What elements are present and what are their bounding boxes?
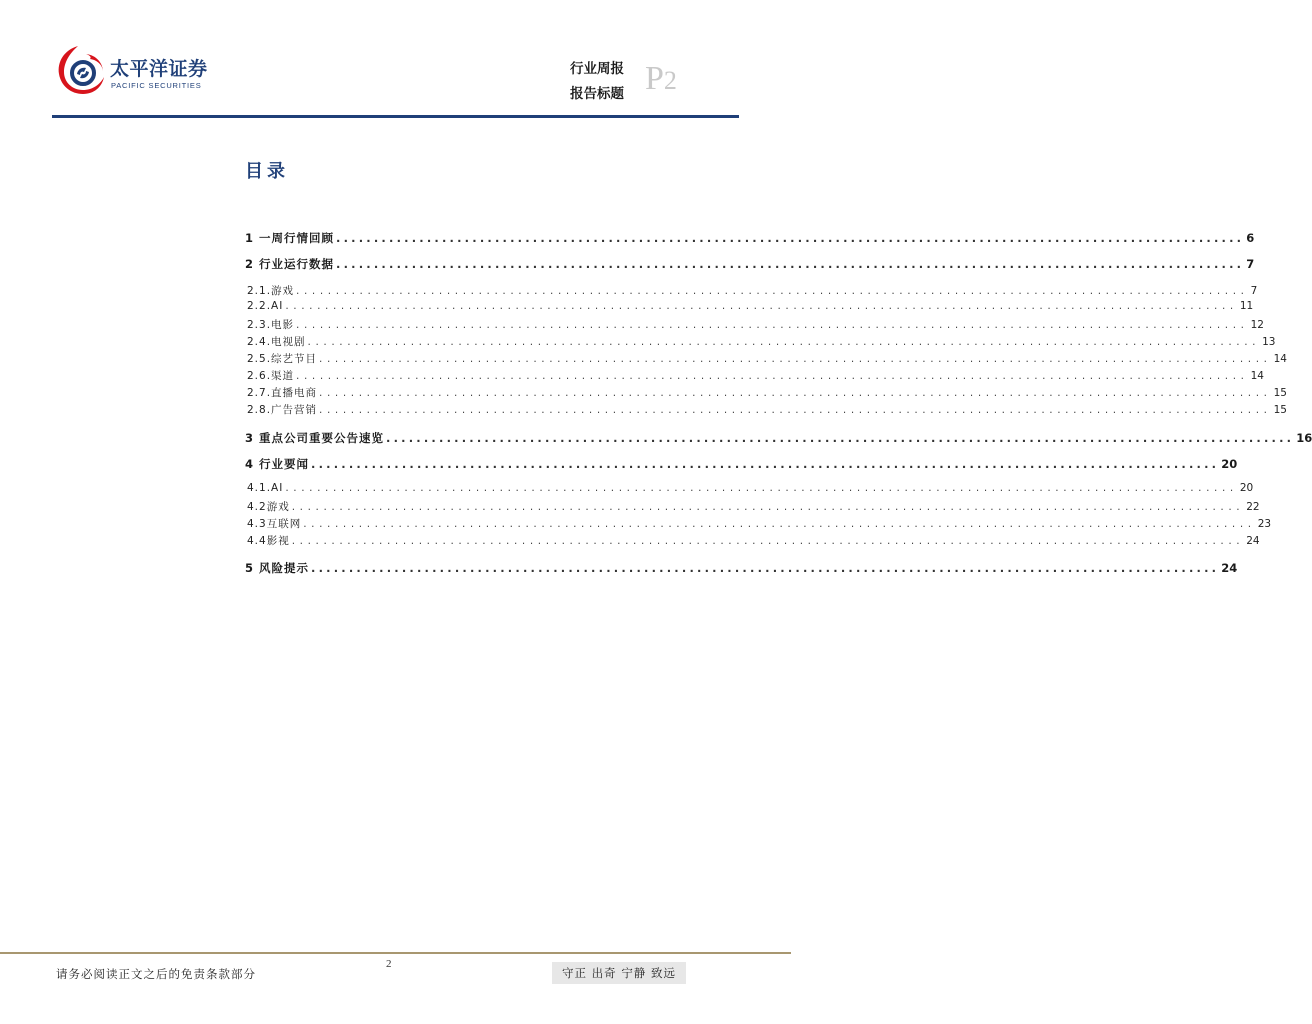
logo-english-name: PACIFIC SECURITIES bbox=[111, 81, 202, 90]
report-type: 行业周报 bbox=[570, 61, 624, 77]
toc-entry[interactable] bbox=[245, 482, 1254, 498]
toc-entry[interactable] bbox=[245, 230, 1255, 246]
toc-leader-dots: ........................................................................................................................ bbox=[296, 370, 1249, 382]
toc-entry-page: 20 bbox=[1221, 457, 1238, 471]
toc-entry-label: 4.4影视 bbox=[247, 535, 290, 547]
toc-entry[interactable] bbox=[245, 351, 1287, 367]
toc-leader-dots: ........................................................................................................................ bbox=[319, 387, 1272, 399]
toc-entry[interactable] bbox=[245, 430, 1312, 446]
toc-leader-dots: ........................................................................................................................ bbox=[285, 482, 1238, 494]
toc-entry[interactable] bbox=[245, 456, 1238, 472]
pacific-securities-logo-icon bbox=[56, 44, 106, 96]
toc-entry-label: 2.1.游戏 bbox=[247, 285, 295, 297]
toc-entry[interactable] bbox=[245, 300, 1254, 316]
page-number: 2 bbox=[386, 958, 392, 970]
toc-entry-label: 4.1.AI bbox=[247, 482, 284, 494]
toc-leader-dots: ........................................................................................................................ bbox=[285, 300, 1238, 312]
header-divider bbox=[52, 115, 739, 118]
toc-entry-page: 7 bbox=[1250, 285, 1258, 297]
toc-entry[interactable] bbox=[245, 256, 1255, 272]
disclaimer-text: 请务必阅读正文之后的免责条款部分 bbox=[56, 967, 256, 981]
toc-entry-page: 6 bbox=[1246, 231, 1255, 245]
toc-leader-dots: ........................................................................................................................ bbox=[386, 431, 1295, 445]
toc-entry-label: 2.2.AI bbox=[247, 300, 284, 312]
toc-entry-label: 2.8.广告营销 bbox=[247, 404, 318, 416]
toc-entry[interactable] bbox=[245, 283, 1258, 299]
toc-entry-label: 4 行业要闻 bbox=[245, 457, 310, 471]
toc-entry[interactable] bbox=[245, 334, 1276, 350]
toc-leader-dots: ........................................................................................................................ bbox=[296, 319, 1249, 331]
toc-leader-dots: ........................................................................................................................ bbox=[303, 518, 1256, 530]
report-header-info bbox=[565, 54, 735, 104]
toc-entry-page: 24 bbox=[1246, 535, 1260, 547]
toc-entry-label: 2 行业运行数据 bbox=[245, 257, 335, 271]
toc-entry[interactable] bbox=[245, 317, 1264, 333]
footer-divider bbox=[0, 952, 791, 954]
toc-entry-label: 2.6.渠道 bbox=[247, 370, 295, 382]
toc-entry[interactable] bbox=[245, 516, 1272, 532]
toc-entry-label: 2.7.直播电商 bbox=[247, 387, 318, 399]
toc-entry-label: 4.3互联网 bbox=[247, 518, 302, 530]
toc-entry[interactable] bbox=[245, 402, 1287, 418]
toc-entry[interactable] bbox=[245, 560, 1238, 576]
toc-entry[interactable] bbox=[245, 533, 1260, 549]
company-motto: 守正 出奇 宁静 致远 bbox=[552, 962, 686, 984]
page-code-number: 2 bbox=[663, 66, 677, 95]
toc-heading: 目录 bbox=[245, 161, 289, 182]
toc-leader-dots: ........................................................................................................................ bbox=[336, 231, 1245, 245]
page-code-letter: P bbox=[645, 60, 664, 97]
toc-entry-label: 4.2游戏 bbox=[247, 501, 290, 513]
toc-entry[interactable] bbox=[245, 368, 1264, 384]
toc-leader-dots: ........................................................................................................................ bbox=[296, 285, 1249, 297]
company-logo bbox=[56, 44, 206, 100]
toc-entry-page: 13 bbox=[1262, 336, 1276, 348]
toc-entry-label: 1 一周行情回顾 bbox=[245, 231, 335, 245]
toc-leader-dots: ........................................................................................................................ bbox=[291, 535, 1245, 547]
toc-entry-page: 23 bbox=[1257, 518, 1272, 530]
logo-chinese-name: 太平洋证券 bbox=[110, 58, 208, 80]
toc-entry-label: 2.3.电影 bbox=[247, 319, 295, 331]
toc-entry-page: 24 bbox=[1221, 561, 1238, 575]
toc-leader-dots: ........................................................................................................................ bbox=[307, 336, 1261, 348]
toc-entry-page: 12 bbox=[1250, 319, 1264, 331]
toc-entry-label: 2.5.综艺节目 bbox=[247, 353, 318, 365]
toc-entry-page: 11 bbox=[1239, 300, 1254, 312]
toc-entry-page: 14 bbox=[1273, 353, 1287, 365]
toc-leader-dots: ........................................................................................................................ bbox=[319, 404, 1272, 416]
toc-leader-dots: ........................................................................................................................ bbox=[336, 257, 1245, 271]
toc-entry-page: 15 bbox=[1273, 404, 1287, 416]
toc-leader-dots: ........................................................................................................................ bbox=[311, 457, 1220, 471]
toc-leader-dots: ........................................................................................................................ bbox=[311, 561, 1220, 575]
toc-entry-page: 22 bbox=[1246, 501, 1260, 513]
toc-leader-dots: ........................................................................................................................ bbox=[319, 353, 1272, 365]
toc-entry-page: 14 bbox=[1250, 370, 1264, 382]
toc-entry-page: 16 bbox=[1296, 431, 1312, 445]
toc-entry[interactable] bbox=[245, 499, 1260, 515]
page-code bbox=[645, 62, 677, 96]
toc-entry-page: 20 bbox=[1239, 482, 1254, 494]
toc-entry-label: 5 风险提示 bbox=[245, 561, 310, 575]
toc-entry[interactable] bbox=[245, 385, 1287, 401]
report-title: 报告标题 bbox=[570, 86, 624, 102]
toc-leader-dots: ........................................................................................................................ bbox=[291, 501, 1245, 513]
toc-entry-page: 15 bbox=[1273, 387, 1287, 399]
toc-entry-page: 7 bbox=[1246, 257, 1255, 271]
toc-entry-label: 3 重点公司重要公告速览 bbox=[245, 431, 385, 445]
toc-entry-label: 2.4.电视剧 bbox=[247, 336, 306, 348]
